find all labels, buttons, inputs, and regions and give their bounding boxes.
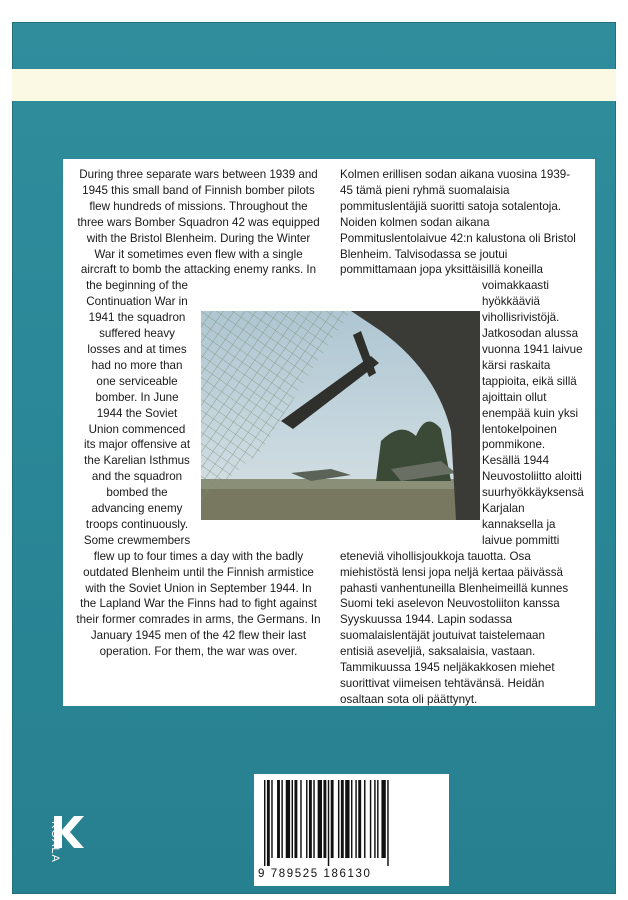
text-line: losses and at times [87,342,187,356]
text-line: pommittamaan jopa yksittäisillä koneilla [340,263,543,277]
text-line: miehistöstä lensi jopa neljä kertaa päivässä [340,565,563,579]
barcode-bar [267,780,270,866]
isbn-digits: 9 789525 186130 [258,868,372,880]
barcode-bar [281,780,282,858]
barcode-bar [323,780,326,858]
barcode-bar [264,780,265,866]
text-line: Tammikuussa 1945 neljäkakkosen miehet [340,661,555,675]
barcode-bar [277,780,280,858]
text-line: January 1945 men of the 42 flew their last [90,629,307,643]
text-line: suurhyökkäyksensä [482,486,584,500]
barcode-bar [358,780,361,858]
text-line: with the Soviet Union in September 1944. In [85,581,312,595]
text-line: osaltaan sota oli päättynyt. [340,692,478,706]
text-line: kärsi raskaita [482,358,551,372]
text-line: Blenheim. Talvisodassa se joutui [340,247,508,261]
barcode-bar [331,780,334,858]
text-panel [63,159,595,706]
text-line: suomalaislentäjät joutuivat taistelemaan [340,629,545,643]
text-line: pommikone. [482,438,546,452]
isbn-barcode [254,774,449,886]
text-line: outdated Blenheim until the Finnish armistice [83,565,314,579]
text-line: their former comrades in arms, the Germans. In [76,613,321,627]
text-line: bomber. In June [95,390,179,404]
text-line: tappioita, eikä sillä [482,374,577,388]
barcode-bar [292,780,293,858]
text-line: its major offensive at [83,438,191,452]
text-line: suorittivat viimeisen tehtävänsä. Heidän [340,677,545,690]
text-line: Continuation War in [86,295,188,309]
text-line: Some crewmembers [83,533,191,547]
text-line: kannaksella ja [482,517,556,531]
text-line: During three separate wars between 1939 and [79,168,318,181]
text-line: pahasti vanhentuneilla Blenheimeillä kunnes [340,581,569,595]
text-line: 45 tämä pieni ryhmä suomalaisia [340,183,510,197]
text-line: suffered heavy [99,327,175,341]
barcode-bar [381,780,385,858]
barcode-bar [345,780,349,858]
text-line: advancing enemy [91,502,183,516]
barcode-bar [306,780,307,858]
text-line: hyökkääviä [482,295,541,309]
text-line: Noiden kolmen sodan aikana [340,215,490,229]
barcode-bar [313,780,314,858]
back-cover [12,22,616,894]
publisher-name: KOALA [48,821,61,863]
text-line: flew up to four times a day with the badly [93,549,304,563]
text-line: vihollisrivistöjä. [482,311,560,325]
koala-publisher-logo [42,812,82,892]
text-line: aircraft to bomb the attacking enemy ranks. In [80,263,317,277]
barcode-bar [328,780,329,866]
text-line: one serviceable [96,374,178,388]
text-line: Karjalan [482,502,525,516]
text-line: with the Bristol Blenheim. During the Winter [86,231,311,245]
text-line: ajoittain ollut [482,390,547,404]
text-line: troops continuously. [85,517,189,531]
text-line: Kolmen erillisen sodan aikana vuosina 1939- [340,168,571,181]
text-line: had no more than [91,358,183,372]
barcode-bar [364,780,365,858]
text-line: the Karelian Isthmus [84,454,190,468]
text-line: and the squadron [91,470,183,484]
text-line: flew hundreds of missions. Throughout the [89,199,308,213]
text-line: Pommituslentolaivue 42:n kalustona oli Bristol [340,231,576,245]
barcode-bar [355,780,356,858]
text-line: the beginning of the [86,279,188,293]
text-line: voimakkaasti [482,279,550,293]
text-line: Kesällä 1944 [482,454,550,468]
cream-band [12,69,616,101]
text-line: enempää kuin yksi [482,406,579,420]
text-line: laivue pommitti [482,533,560,547]
cover-photo-aircraft [201,311,480,520]
barcode-bar [271,780,272,858]
text-line: operation. For them, the war was over. [99,645,298,659]
barcode-bar [338,780,339,858]
barcode-bar [341,780,344,858]
text-line: the Lapland War the Finns had to fight against [80,597,317,611]
text-line: pommituslentäjiä suoritti satoja sotalentoja. [340,199,562,213]
text-line: Syyskuussa 1944. Lapin sodassa [340,613,513,627]
text-line: entisiä aseveljiä, saksalaisia, vastaan. [340,645,536,659]
barcode-bar [294,780,297,858]
barcode-bar [309,780,312,858]
barcode-bar [377,780,378,858]
text-line: 1944 the Soviet [96,406,178,420]
barcode-bar [374,780,375,858]
text-line: Jatkosodan alussa [482,327,579,341]
text-line: bombed the [106,486,168,500]
text-line: Neuvostoliitto aloitti [482,470,582,484]
barcode-bar [318,780,322,858]
barcode-bar [370,780,371,858]
text-line: eteneviä vihollisjoukkoja tauotta. Osa [340,549,531,563]
barcode-bar [387,780,388,866]
text-line: Union commenced [88,422,186,436]
barcode-bar [286,780,290,858]
text-line: War it sometimes even flew with a single [94,247,303,261]
text-line: three wars Bomber Squadron 42 was equipped [77,215,320,229]
barcode-bar [351,780,352,858]
text-line: lentokelpoinen [482,422,557,436]
text-line: Suomi teki aselevon Neuvostoliiton kanssa [340,597,560,611]
barcode-bar [300,780,301,858]
text-line: vuonna 1941 laivue [482,342,583,356]
text-line: 1945 this small band of Finnish bomber pilots [82,183,315,197]
text-line: 1941 the squadron [88,311,186,325]
